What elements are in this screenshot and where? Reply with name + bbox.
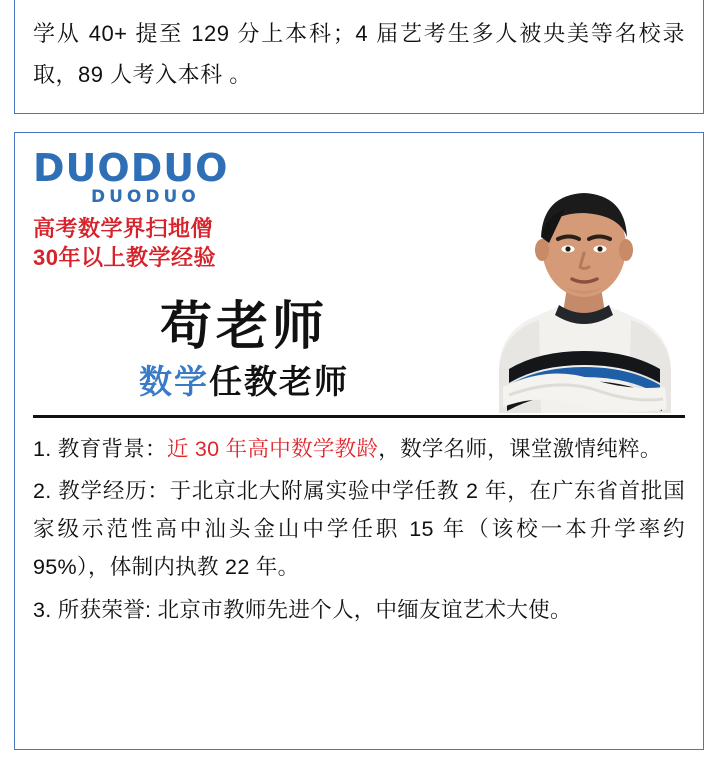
brand-wordmark: DUODUO: [33, 146, 229, 191]
teacher-profile-card: [14, 132, 704, 750]
teacher-bio-list: [33, 430, 685, 629]
bio-item-1-highlight: 近 30 年高中数学教龄: [166, 436, 379, 461]
top-text-card: [14, 0, 704, 114]
teacher-role-subject: 数学: [139, 363, 209, 401]
bio-item-1-text: ，数学名师，课堂激情纯粹。: [378, 436, 662, 461]
bio-item-1: [33, 430, 685, 468]
divider: [33, 415, 685, 418]
brand-subtitle: DUODUO: [91, 187, 200, 208]
bio-item-3-text: 北京市教师先进个人，中缅友谊艺术大使。: [151, 597, 572, 622]
top-card-paragraph: 学从 40+ 提至 129 分上本科；4 届艺考生多人被央美等名校录取，89 人考入本科 。: [33, 21, 685, 87]
bio-item-1-label: 1. 教育背景：: [33, 436, 167, 461]
bio-item-2-text: 于北京北大附属实验中学任教 2 年，在广东省首批国家级示范性高中汕头金山中学任职 15 年（该校一本升学率约 95%），体制内执教 22 年。: [33, 478, 685, 580]
tagline: [33, 215, 685, 271]
teacher-name-text: 苟老师: [159, 297, 328, 356]
tagline-line-2: 30年以上教学经验: [33, 244, 216, 270]
bio-item-3: [33, 591, 685, 629]
brand-block: [33, 146, 685, 271]
bio-item-3-label: 3. 所获荣誉:: [33, 597, 152, 622]
tagline-line-1: 高考数学界扫地僧: [33, 216, 214, 242]
bio-item-2: [33, 472, 685, 587]
bio-item-2-label: 2. 教学经历：: [33, 478, 170, 503]
teacher-role-rest: 任教老师: [209, 363, 349, 401]
